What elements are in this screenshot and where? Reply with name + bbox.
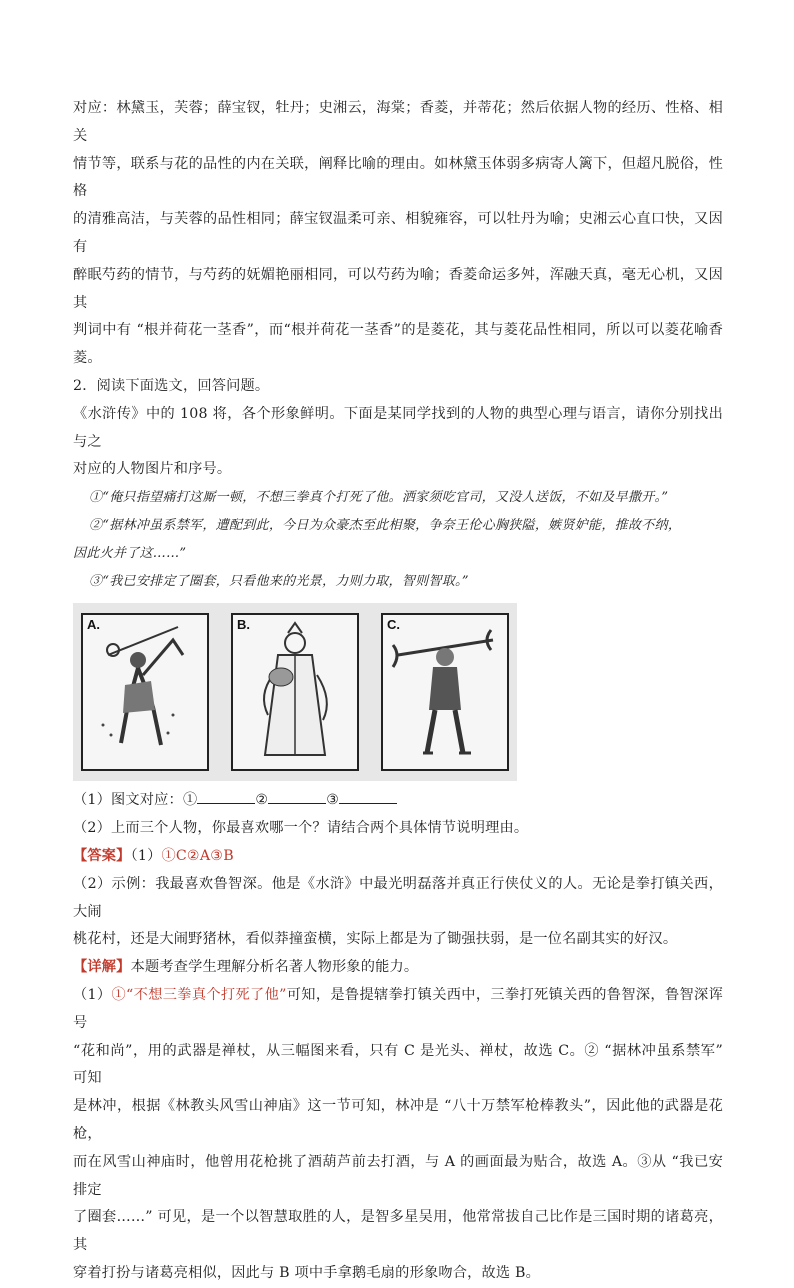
quote-1: ①“俺只指望痛打这厮一顿，不想三拳真个打死了他。洒家须吃官司，又没人送饭，不如及早撒开。” — [89, 490, 669, 506]
figure-panel-a — [81, 613, 209, 771]
sub1-mark-3: ③ — [326, 792, 340, 809]
detail-line1-quote: ①“不想三拳真个打死了他” — [111, 986, 287, 1003]
answer-part1-value: ①C②A③B — [161, 847, 234, 864]
detail-line-1 — [73, 982, 723, 1038]
sub-question-2: （2）上而三个人物，你最喜欢哪一个？请结合两个具体情节说明理由。 — [73, 820, 529, 837]
sub-question-1 — [73, 787, 723, 815]
detail-line1-rest: 可知，是鲁提辖拳打镇关西中，三拳打死镇关西的鲁智深，鲁智深诨号 — [73, 986, 723, 1031]
sub1-prefix: （1）图文对应：① — [73, 792, 198, 809]
detail-line: 是林冲，根据《林教头风雪山神庙》这一节可知，林冲是 “八十万禁军枪棒教头”，因此他的武器是花枪， — [73, 1098, 723, 1142]
answer-part2-line: 桃花村，还是大闹野猪林，看似莽撞蛮横，实际上都是为了锄强扶弱，是一位名副其实的好汉。 — [73, 931, 678, 948]
document-page — [73, 95, 723, 1288]
intro-line: 的清雅高洁，与芙蓉的品性相同；薛宝钗温柔可亲、相貌雍容，可以牡丹为喻；史湘云心直口快，又因有 — [73, 211, 723, 255]
answer-part2-line: （2）示例：我最喜欢鲁智深。他是《水浒》中最光明磊落并真正行侠仗义的人。无论是拳打镇关西，大闹 — [73, 875, 723, 920]
intro-line: 判词中有 “根并荷花一茎香”，而“根并荷花一茎香”的是菱花，其与菱花品性相同，所以可以菱花喻香菱。 — [73, 322, 723, 367]
figure-label-b: B. — [237, 617, 250, 633]
answer-blank-3[interactable] — [339, 789, 397, 804]
character-figure — [73, 603, 517, 781]
scholar-fan-illustration — [233, 615, 357, 769]
answer-line — [73, 843, 723, 871]
quote-2: ②“据林冲虽系禁军，遭配到此，今日为众豪杰至此相聚，争奈王伦心胸狭隘，嫉贤妒能，推故不纳， — [89, 517, 682, 533]
sub1-mark-2: ② — [255, 792, 269, 809]
answer-blank-1[interactable] — [197, 789, 255, 804]
detail-intro: 本题考查学生理解分析名著人物形象的能力。 — [130, 959, 419, 976]
detail-tag: 【详解】 — [73, 959, 131, 976]
intro-line: 情节等，联系与花的品性的内在关联，阐释比喻的理由。如林黛玉体弱多病寄人篱下，但超凡脱俗，性格 — [73, 155, 723, 200]
detail-line: 而在风雪山神庙时，他曾用花枪挑了酒葫芦前去打酒，与 A 的画面最为贴合，故选 A。③从 “我已安排定 — [73, 1153, 723, 1198]
intro-line: 醉眠芍药的情节，与芍药的妩媚艳丽相同，可以芍药为喻；香菱命运多舛，浑融天真，毫无心机，又因其 — [73, 266, 723, 311]
figure-label-a: A. — [87, 617, 100, 633]
figure-label-c: C. — [387, 617, 400, 633]
quote-2-continued: 因此火并了这……” — [73, 545, 187, 561]
quote-3: ③“我已安排定了圈套，只看他来的光景，力则力取，智则智取。” — [89, 573, 469, 589]
detail-line: “花和尚”，用的武器是禅杖，从三幅图来看，只有 C 是光头、禅杖，故选 C。② “据林冲虽系禁军” 可知 — [73, 1042, 723, 1087]
detail-line: 穿着打扮与诸葛亮相似，因此与 B 项中手拿鹅毛扇的形象吻合，故选 B。 — [73, 1264, 541, 1281]
answer-blank-2[interactable] — [268, 789, 326, 804]
detail-line1-prefix: （1） — [73, 986, 112, 1003]
detail-line: 了圈套……” 可见，是一个以智慧取胜的人，是智多星吴用，他常常拔自己比作是三国时期的诸葛亮，其 — [73, 1209, 723, 1254]
question-stem: 对应的人物图片和序号。 — [73, 461, 232, 478]
monk-staff-illustration — [383, 615, 507, 769]
question-stem: 《水浒传》中的 108 将，各个形象鲜明。下面是某同学找到的人物的典型心理与语言，请你分别找出与之 — [73, 405, 723, 450]
figure-panel-b — [231, 613, 359, 771]
warrior-spear-illustration — [83, 615, 207, 769]
question-title: 2．阅读下面选文，回答问题。 — [73, 377, 270, 394]
answer-part1-prefix: （1） — [130, 847, 162, 864]
intro-line: 对应：林黛玉，芙蓉；薛宝钗，牡丹；史湘云，海棠；香菱，并蒂花；然后依据人物的经历、性格、相关 — [73, 100, 723, 144]
figure-panel-c — [381, 613, 509, 771]
detail-line — [73, 954, 723, 982]
answer-tag: 【答案】 — [73, 847, 131, 864]
